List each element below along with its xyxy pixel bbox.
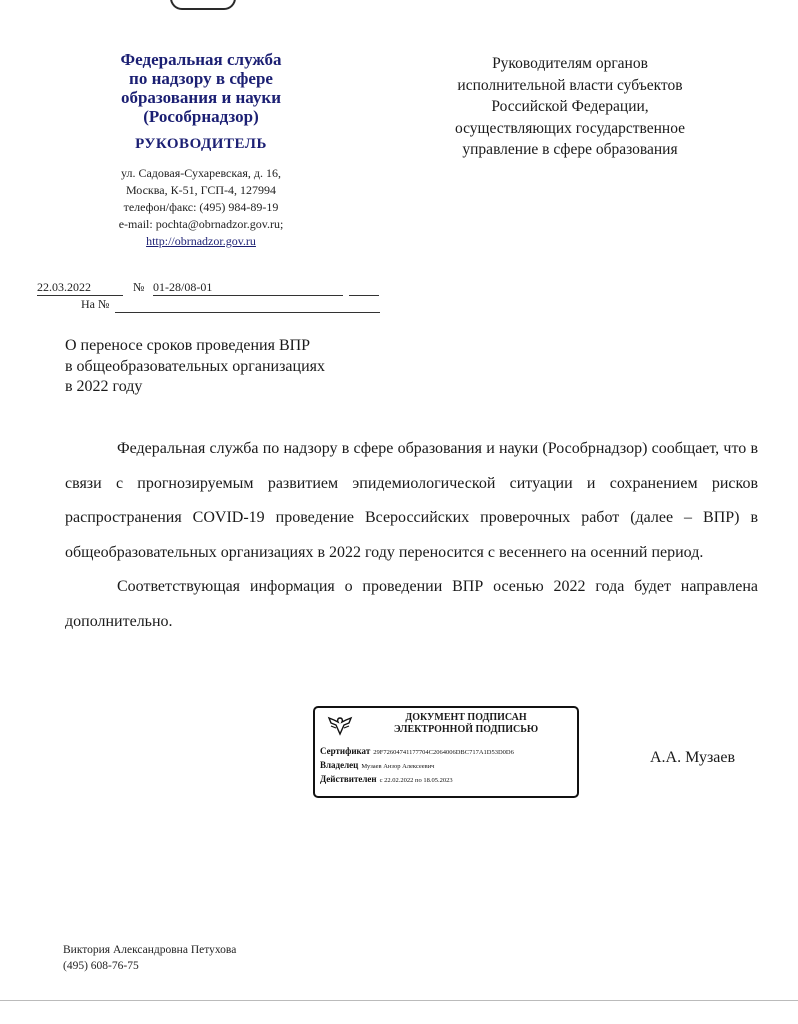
- letter-subject: О переносе сроков проведения ВПР в общеобразовательных организациях в 2022 году: [65, 337, 325, 395]
- letter-body: [65, 432, 758, 639]
- addressee: Руководителям органов исполнительной власти субъектов Российской Федерации, осуществляющих государственное управление в сфере образования: [454, 55, 686, 158]
- body-paragraph-1: Федеральная служба по надзору в сфере образования и науки (Рособрнадзор) сообщает, что в связи с прогнозируемым развитием эпидемиологической ситуации и сохранением рисков распространения COVID-19 проведение Всероссийских проверочных работ (далее – ВПР) в общеобразовательных организациях в 2022 году переносится с весеннего на осенний период.: [65, 440, 758, 561]
- executor-name: Виктория Александровна Петухова: [63, 944, 237, 956]
- reference-underline: [115, 297, 380, 313]
- organization-name: Федеральная служба по надзору в сфере образования и науки (Рособрнадзор): [120, 50, 282, 126]
- stamp-title: ДОКУМЕНТ ПОДПИСАН ЭЛЕКТРОННОЙ ПОДПИСЬЮ: [393, 712, 539, 735]
- executor-block: [63, 942, 236, 974]
- address-line-2: Москва, К-51, ГСП-4, 127994: [125, 183, 277, 197]
- registration-number: 01-28/08-01: [153, 280, 343, 296]
- organization-contacts: [60, 165, 342, 250]
- reference-label: На №: [81, 297, 110, 311]
- body-paragraph-2: Соответствующая информация о проведении ВПР осенью 2022 года будет направлена дополнительно.: [65, 578, 758, 630]
- validity-label: Действителен: [320, 774, 377, 784]
- owner-label: Владелец: [320, 760, 359, 770]
- website-link[interactable]: http://obrnadzor.gov.ru: [146, 234, 256, 248]
- stamp-owner-row: [320, 760, 434, 770]
- page-bottom-divider: [0, 1000, 798, 1001]
- signatory-name: А.А. Музаев: [650, 749, 736, 766]
- executor-phone: (495) 608-76-75: [63, 960, 139, 972]
- eagle-emblem-icon: [325, 714, 355, 738]
- certificate-label: Сертификат: [320, 746, 371, 756]
- email: e-mail: pochta@obrnadzor.gov.ru;: [118, 217, 284, 231]
- number-label: №: [133, 280, 145, 294]
- validity-value: с 22.02.2022 по 18.05.2023: [379, 777, 453, 784]
- emblem-fragment-icon: [170, 0, 236, 10]
- stamp-certificate-row: [320, 746, 514, 756]
- organization-header: [60, 50, 342, 250]
- certificate-value: 29F72604741177704C2064006DBC717A1D53D0D6: [373, 749, 514, 756]
- stamp-validity-row: [320, 774, 453, 784]
- phone-fax: телефон/факс: (495) 984-89-19: [123, 200, 279, 214]
- owner-value: Музаев Анзор Алексеевич: [361, 763, 435, 770]
- e-signature-stamp: [313, 706, 579, 798]
- registration-date: 22.03.2022: [37, 280, 123, 296]
- address-line-1: ул. Садовая-Сухаревская, д. 16,: [121, 166, 281, 180]
- number-underline-tail: [349, 280, 379, 296]
- registration-block: [37, 280, 382, 314]
- organization-role: РУКОВОДИТЕЛЬ: [135, 136, 267, 152]
